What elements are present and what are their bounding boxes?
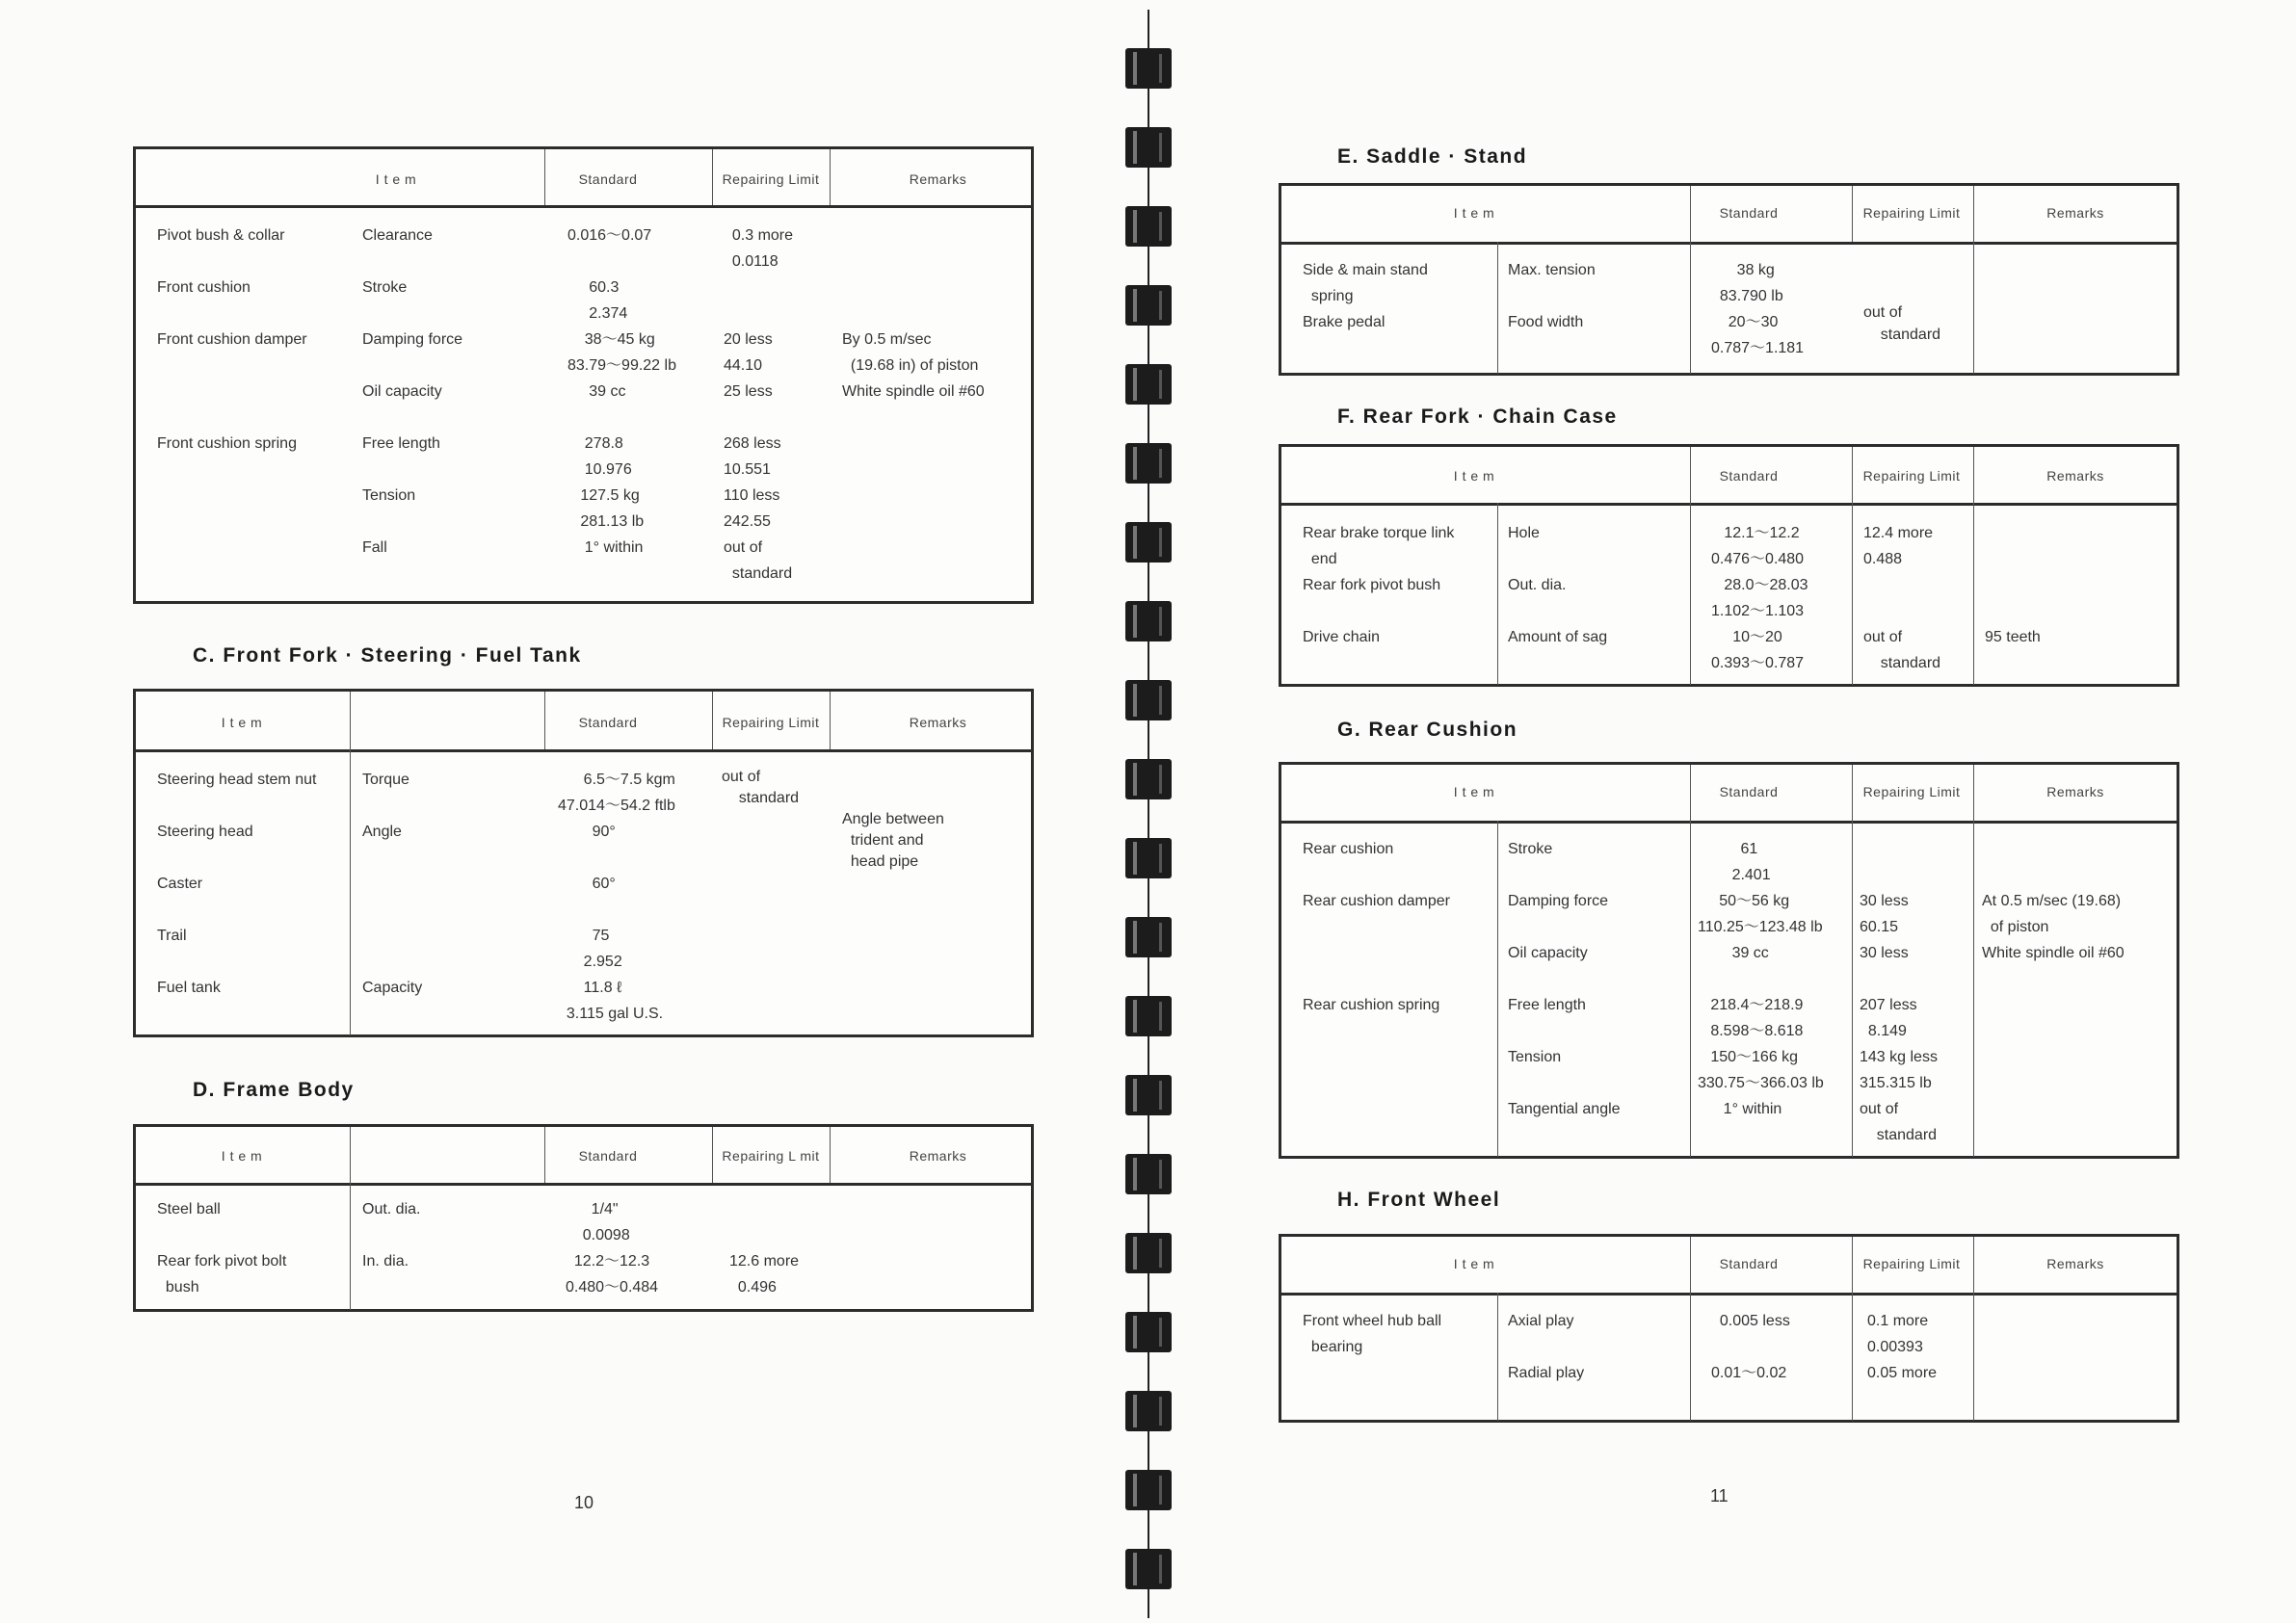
item-column: Rear brake torque link end Rear fork pivot bush Drive chain xyxy=(1303,525,1455,645)
section-title-h: H. Front Wheel xyxy=(1337,1189,1501,1211)
table-header xyxy=(136,1127,1031,1186)
header-repairing-limit: Repairing Limit xyxy=(1862,784,1961,799)
header-repairing-limit: Repairing Limit xyxy=(1862,205,1961,221)
header-repairing-limit: Repairing Limit xyxy=(722,715,820,730)
item-column: Front wheel hub ball bearing xyxy=(1303,1313,1442,1355)
rear-cushion-table xyxy=(1279,762,2179,1159)
header-standard: Standard xyxy=(1719,784,1779,799)
front-wheel-table xyxy=(1279,1234,2179,1423)
header-standard: Standard xyxy=(1719,1256,1779,1271)
standard-column: 0.016～0.07 60.3 2.374 38～45 kg 83.79～99.22 lb 39 cc 278.8 10.976 127.5 kg 281.13 lb 1° within xyxy=(567,227,676,556)
header-remarks: Remarks xyxy=(2046,784,2104,799)
header-repairing-limit: Repairing Limit xyxy=(1862,468,1961,484)
repairing-limit-column: out of standard xyxy=(1863,304,1941,343)
repairing-limit-column: 0.3 more 0.0118 20 less 44.10 25 less 268 less 10.551 110 less 242.55 out of standard xyxy=(724,227,794,582)
item-column: Rear cushion Rear cushion damper Rear cushion spring xyxy=(1303,841,1450,1013)
sub-item-column: Stroke Damping force Oil capacity Free length Tension Tangential angle xyxy=(1508,841,1621,1117)
header-remarks: Remarks xyxy=(2046,1256,2104,1271)
repairing-limit-column: out of standard xyxy=(722,769,800,806)
standard-column: 12.1～12.2 0.476～0.480 28.0～28.03 1.102～1.103 10～20 0.393～0.787 xyxy=(1711,525,1808,671)
section-title-d: D. Frame Body xyxy=(193,1079,355,1101)
section-title-g: G. Rear Cushion xyxy=(1337,719,1518,741)
header-repairing-limit: Repairing Limit xyxy=(722,171,820,187)
right-page xyxy=(1147,0,2296,1623)
sub-item-column: Hole Out. dia. Amount of sag xyxy=(1508,525,1608,645)
header-remarks: Remarks xyxy=(909,171,967,187)
rear-fork-table xyxy=(1279,444,2179,687)
section-title-e: E. Saddle · Stand xyxy=(1337,145,1528,168)
table-header xyxy=(136,692,1031,752)
frame-body-table xyxy=(133,1124,1034,1312)
remarks-column: 95 teeth xyxy=(1985,629,2041,645)
header-repairing-limit: Repairing L mit xyxy=(722,1148,820,1164)
table-header xyxy=(136,149,1031,208)
section-title-c: C. Front Fork · Steering · Fuel Tank xyxy=(193,644,582,667)
saddle-stand-table xyxy=(1279,183,2179,376)
sub-item-column: Clearance Stroke Damping force Oil capacity Free length Tension Fall xyxy=(362,227,463,556)
table-header xyxy=(1281,447,2177,506)
left-page xyxy=(0,0,1147,1623)
front-cushion-table xyxy=(133,146,1034,604)
header-standard: Standard xyxy=(578,715,638,730)
header-item: I t e m xyxy=(375,171,417,187)
standard-column: 0.005 less 0.01～0.02 xyxy=(1711,1313,1790,1381)
header-item: I t e m xyxy=(1453,468,1495,484)
header-item: I t e m xyxy=(1453,784,1495,799)
front-fork-table xyxy=(133,689,1034,1037)
section-title-f: F. Rear Fork · Chain Case xyxy=(1337,406,1618,428)
page-number: 11 xyxy=(1710,1486,1729,1505)
header-item: I t e m xyxy=(221,715,263,730)
sub-item-column: Out. dia. In. dia. xyxy=(362,1201,421,1270)
header-remarks: Remarks xyxy=(909,1148,967,1164)
item-column: Pivot bush & collar Front cushion Front cushion damper Front cushion spring xyxy=(157,227,307,452)
item-column: Side & main stand spring Brake pedal xyxy=(1303,262,1428,330)
table-header xyxy=(1281,765,2177,824)
header-item: I t e m xyxy=(1453,1256,1495,1271)
repairing-limit-column: 30 less 60.15 30 less 207 less 8.149 143 kg less 315.315 lb out of standard xyxy=(1860,893,1938,1143)
remarks-column: By 0.5 m/sec (19.68 in) of piston White spindle oil #60 xyxy=(842,331,985,400)
table-header xyxy=(1281,186,2177,245)
remarks-column: Angle between trident and head pipe xyxy=(842,811,944,870)
repairing-limit-column: 12.6 more 0.496 xyxy=(729,1253,800,1296)
item-column: Steering head stem nut Steering head Caster Trail Fuel tank xyxy=(157,772,317,996)
standard-column: 61 2.401 50～56 kg 110.25～123.48 lb 39 cc 218.4～218.9 8.598～8.618 150～166 kg 330.75～366.03 lb 1° within xyxy=(1698,841,1824,1117)
header-standard: Standard xyxy=(1719,205,1779,221)
table-header xyxy=(1281,1237,2177,1296)
header-item: I t e m xyxy=(1453,205,1495,221)
item-column: Steel ball Rear fork pivot bolt bush xyxy=(157,1201,287,1296)
page-number: 10 xyxy=(574,1493,594,1512)
repairing-limit-column: 0.1 more 0.00393 0.05 more xyxy=(1867,1313,1938,1381)
header-item: I t e m xyxy=(221,1148,263,1164)
header-standard: Standard xyxy=(578,171,638,187)
sub-item-column: Max. tension Food width xyxy=(1508,262,1596,330)
header-standard: Standard xyxy=(1719,468,1779,484)
sub-item-column: Torque Angle Capacity xyxy=(362,772,423,996)
standard-column: 38 kg 83.790 lb 20～30 0.787～1.181 xyxy=(1711,262,1805,356)
header-repairing-limit: Repairing Limit xyxy=(1862,1256,1961,1271)
standard-column: 1/4" 0.0098 12.2～12.3 0.480～0.484 xyxy=(566,1201,659,1296)
standard-column: 6.5～7.5 kgm 47.014～54.2 ftlb 90° 60° 75 2.952 11.8 ℓ 3.115 gal U.S. xyxy=(558,772,675,1022)
header-remarks: Remarks xyxy=(2046,468,2104,484)
header-remarks: Remarks xyxy=(909,715,967,730)
sub-item-column: Axial play Radial play xyxy=(1508,1313,1585,1381)
header-remarks: Remarks xyxy=(2046,205,2104,221)
remarks-column: At 0.5 m/sec (19.68) of piston White spindle oil #60 xyxy=(1982,893,2124,961)
header-standard: Standard xyxy=(578,1148,638,1164)
repairing-limit-column: 12.4 more 0.488 out of standard xyxy=(1863,525,1941,671)
